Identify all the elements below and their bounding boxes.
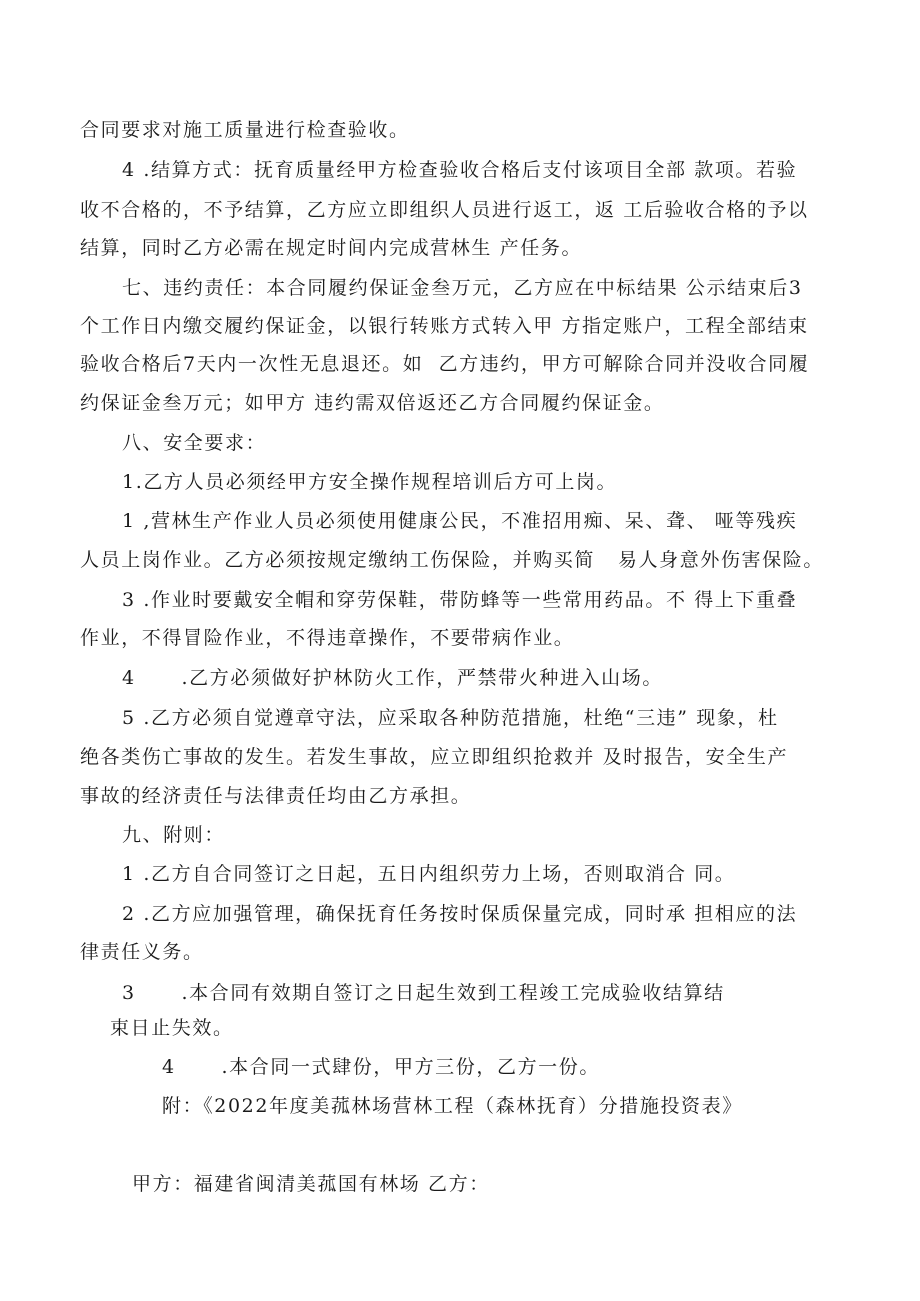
- text-line: 合同要求对施工质量进行检查验收。: [80, 119, 410, 141]
- text-line: 个工作日内缴交履约保证金，以银行转账方式转入甲 方指定账户，工程全部结束: [80, 315, 809, 337]
- text-line: 束日止失效。: [110, 1017, 234, 1039]
- text-line: 3 .作业时要戴安全帽和穿劳保鞋，带防蜂等一些常用药品。不 得上下重叠: [122, 589, 798, 611]
- text-line: 3 .本合同有效期自签订之日起生效到工程竣工完成验收结算结: [122, 982, 725, 1004]
- text-line: 1.乙方人员必须经甲方安全操作规程培训后方可上岗。: [122, 471, 618, 493]
- section-heading: 九、附则：: [122, 824, 226, 846]
- text-line: 1 ,营林生产作业人员必须使用健康公民，不准招用痴、呆、聋、 哑等残疾: [122, 510, 798, 532]
- text-line: 收不合格的，不予结算，乙方应立即组织人员进行返工，返 工后验收合格的予以: [80, 199, 809, 221]
- text-line: 5 .乙方必须自觉遵章守法，应采取各种防范措施，杜绝“三违” 现象，杜: [122, 707, 779, 729]
- text-line: 4 .结算方式：抚育质量经甲方检查验收合格后支付该项目全部 款项。若验: [122, 159, 798, 181]
- attachment-line: 附：《2022年度美菰林场营林工程（森林抚育）分措施投资表》: [162, 1095, 743, 1117]
- signature-line: 甲方：福建省闽清美菰国有林场 乙方：: [132, 1173, 490, 1195]
- text-line: 律责任义务。: [80, 941, 204, 963]
- text-line: 4 .本合同一式肆份，甲方三份，乙方一份。: [162, 1056, 600, 1078]
- text-line: 结算，同时乙方必需在规定时间内完成营林生 产任务。: [80, 237, 583, 259]
- text-line: 验收合格后7天内一次性无息退还。如 乙方违约，甲方可解除合同并没收合同履: [80, 353, 810, 375]
- text-line: 事故的经济责任与法律责任均由乙方承担。: [80, 785, 472, 807]
- text-line: 七、违约责任：本合同履约保证金叁万元，乙方应在中标结果 公示结束后3: [122, 277, 803, 299]
- text-line: 作业，不得冒险作业，不得违章操作，不要带病作业。: [80, 627, 575, 649]
- text-line: 约保证金叁万元；如甲方 违约需双倍返还乙方合同履约保证金。: [80, 392, 665, 414]
- text-line: 4 .乙方必须做好护林防火工作，严禁带火种进入山场。: [122, 667, 663, 689]
- text-line: 人员上岗作业。乙方必须按规定缴纳工伤保险，并购买简 易人身意外伤害保险。: [80, 549, 824, 571]
- text-line: 绝各类伤亡事故的发生。若发生事故，应立即组织抢救并 及时报告，安全生产: [80, 746, 789, 768]
- section-heading: 八、安全要求：: [122, 432, 267, 454]
- text-line: 2 .乙方应加强管理，确保抚育任务按时保质保量完成，同时承 担相应的法: [122, 903, 798, 925]
- text-line: 1 .乙方自合同签订之日起，五日内组织劳力上场，否则取消合 同。: [122, 863, 736, 885]
